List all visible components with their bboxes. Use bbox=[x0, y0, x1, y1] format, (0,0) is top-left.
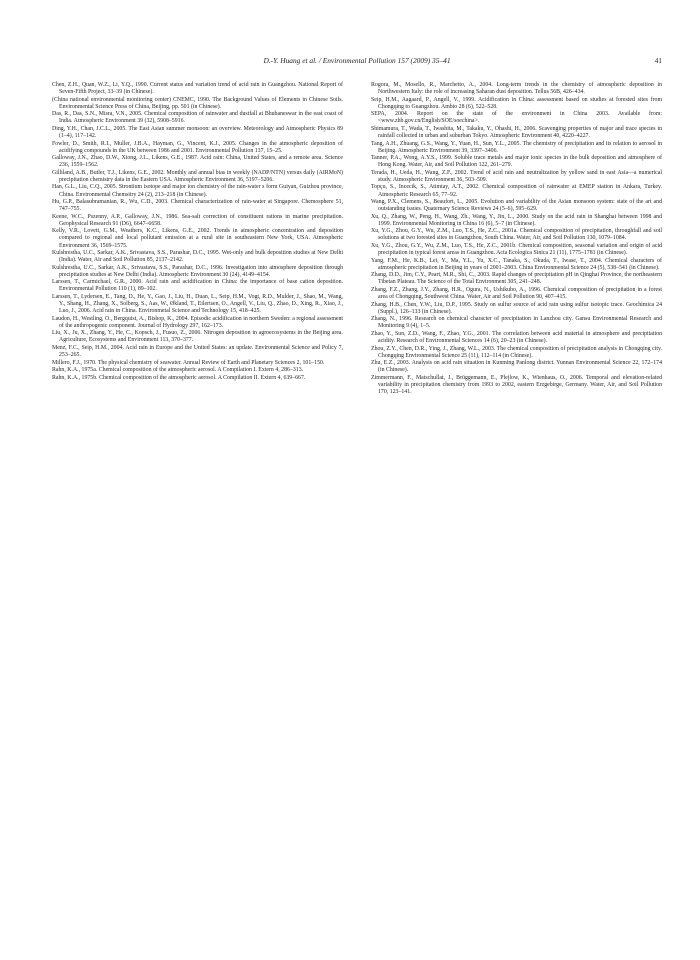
reference-item: Das, R., Das, S.N., Misra, V.N., 2005. Chemical composition of rainwater and dustfall at Bhubaneswar in the east coast of India. Atmospheric Environment 39 (32), 5908–5916. bbox=[52, 111, 343, 125]
reference-item: Zhang, F.Z., Zhang, J.Y., Zhang, H.R., Ogura, N., Ushikubo, A., 1996. Chemical composition of precipitation in a forest area of Chongqing, Southwest China. Water, Air and Soil Pollution 90, 407–415. bbox=[371, 286, 662, 301]
reference-column-right bbox=[371, 82, 662, 397]
journal-citation: D.-Y. Huang et al. / Environmental Pollution 157 (2009) 35–41 bbox=[263, 56, 451, 65]
reference-item: Tang, A.H., Zhuang, G.S., Wang, Y., Yuan, H., Sun, Y.L., 2005. The chemistry of precipitation and its relation to aerosol in Beijing. Atmospheric Environment 39, 3397–3406. bbox=[371, 140, 662, 154]
reference-item: Zhang, D.D., Jim, C.Y., Peart, M.R., Shi, C., 2003. Rapid changes of precipitation pH in Qinghai Province, the northeastern Tibetan Plateau. The Science of the Total Environment 305, 241–248. bbox=[371, 272, 662, 286]
reference-item-with-link[interactable]: SEPA, 2004. Report on the state of the environment in China 2003. Available from: <www.zhb.gov.cn/English/SOE/soechina>. bbox=[371, 111, 662, 125]
reference-item: Ding, Y.H., Chan, J.C.L., 2005. The East Asian summer monsoon: an overview. Meteorology and Atmospheric Physics 89 (1–4), 117–142. bbox=[52, 125, 343, 139]
reference-item: Galloway, J.N., Zhao, D.W., Xiong, J.L., Likens, G.E., 1987. Acid rain: China, United States, and a remote area. Science 236, 1559–1562. bbox=[52, 155, 343, 169]
reference-item: Tanner, P.A., Wong, A.Y.S., 1999. Soluble trace metals and major ionic species in the bulk deposition and atmosphere of Hong Kong. Water, Air, and Soil Pollution 122, 261–279. bbox=[371, 155, 662, 169]
reference-item: Kelly, V.R., Lovett, G.M., Weathers, K.C., Likens, G.E., 2002. Trends in atmospheric concentration and deposition compared to regional and local pollutant emission at a rural site in southeastern New York, USA. Atmospheric Environment 36, 1569–1575. bbox=[52, 228, 343, 249]
reference-item: Gilliland, A.B., Butler, T.J., Likens, G.E., 2002. Monthly and annual bias in weekly (NADP/NTN) versus daily (AIRMoN) precipitation chemistry data in the Eastern USA. Atmospheric Environment 36, 5197–5206. bbox=[52, 169, 343, 183]
reference-item: Larssen, T., Lydersen, E., Tang, D., He, Y., Gao, J., Liu, H., Duan, L., Seip, H.M., Vogt, R.D., Mulder, J., Shao, M., Wang, Y., Shang, H., Zhang, X., Solberg, S., Aas, W., Økland, T., Eilertsen, O., Angell, V., Liu, Q., Zhao, D., Xing, R., Xiao, J., Luo, J., 2006. Acid rain in China. Environmetal Science and Technology 15, 418–425. bbox=[52, 294, 343, 315]
reference-item: Hu, G.P., Balasubramanian, R., Wu, C.D., 2003. Chemical characterization of rain-water at Singapore. Chemosphere 51, 747–755. bbox=[52, 199, 343, 213]
reference-item: Han, G.L., Liu, C.Q., 2005. Strontium isotope and major ion chemistry of the rain-water s form Guiyan, Guizhou province, China. Environmental Chemsitry 24 (2), 213–218 (in Chinese). bbox=[52, 184, 343, 198]
reference-column-left bbox=[52, 82, 343, 382]
reference-item: Fowler, D., Smith, R.I., Muller, J.B.A., Hayman, G., Vincent, K.J., 2005. Changes in the atmospheric deposition of acidifying compounds in the UK between 1986 and 2001. Environmental Pollution 137, 15–25. bbox=[52, 140, 343, 154]
reference-item: Zhang, H.B., Chen, Y.W., Liu, D.P., 1995. Study on sulfur source of acid rain using sulfur isotopic trace. Geochimica 24 (Suppl.), 126–133 (in Chinese). bbox=[371, 301, 662, 315]
reference-item: Zhu, E.Z., 2003. Analysis on acid rain situation in Kunming Panlong district. Yunnan Environmental Science 22, 172–174 (in Chinese). bbox=[371, 360, 662, 374]
reference-item: Rahn, K.A., 1975a. Chemical composition of the atmospheric aerosol. A Compilation I. Extern 4, 286–313. bbox=[52, 367, 304, 374]
reference-item: Larssen, T., Carmichael, G.R., 2000. Acid rain and acidification in China: the importance of base cation deposition. Environmental Pollution 110 (1), 89–102. bbox=[52, 279, 343, 293]
reference-item: Rogora, M., Mosello, R., Marchetto, A., 2004. Long-term trends in the chemistry of atmospheric deposition in Northwestern Italy: the role of increasing Saharan dust deposition. Tellus 56B, 426–434. bbox=[371, 82, 662, 96]
reference-item: Xu, Y.G., Zhou, G.Y., Wu, Z.M., Luo, T.S., He, Z.C., 2001a. Chemical composition of precipitation, throughfall and soil solutions at two forested sites in Guangzhou, South China. Water, Air, and Soil Pollution 130, 1079–1084. bbox=[371, 228, 662, 242]
reference-item: Liu, X., Ju, X., Zhang, Y., He, C., Kopsch, J., Fusuo, Z., 2006. Nitrogen deposition in agroecosystems in the Beijing area. Agriculture, Ecosystems and Environment 113, 370–377. bbox=[52, 330, 343, 344]
reference-item: Kulshrestha, U.C., Sarkar, A.K., Srivastava, S.S., Parashar, D.C., 1995. Wet-only and bulk deposition studies at New Delhi (India). Water, Air and Soil Pollution 85, 2137–2142. bbox=[52, 250, 343, 264]
reference-item: Zhang, N., 1996. Research on chemical character of precipitation in Lanzhou city. Gansu Environmental Research and Monitoring 9 (4), 1–5. bbox=[371, 316, 662, 330]
running-header bbox=[52, 56, 662, 70]
reference-item: Zimmermann, F., Matschullat, J., Brüggemann, E., Plejlow, K., Wienhaus, O., 2006. Temporal and elevation-related variability in precipitation chemistry from 1993 to 2002, eastern Erzgebirge, Germany. Water, Air, and Soil Pollution 170, 123–141. bbox=[371, 374, 662, 395]
reference-item: Keene, W.C., Pszenny, A.P., Galloway, J.N., 1986. Sea-salt correction of constituent rations in marine precipitation. Geophysical Research 91 (D6), 6647–6658. bbox=[52, 213, 343, 227]
reference-item: Kulshrestha, U.C., Sarkar, A.K., Srivastava, S.S., Parashar, D.C., 1996. Investigation into atmosphere deposition through precipitation studies at New Delhi (India). Atmospheric Environment 30 (24), 4149–4154. bbox=[52, 264, 343, 278]
reference-item: Seip, H.M., Aagaard, P., Angell, V., 1999. Acidification in China: assessment based on studies at forested sites from Chongqing to Guangzhou. Ambio 28 (6), 522–528. bbox=[371, 96, 662, 110]
reference-item: Millero, F.J., 1970. The physical chemistry of seawater. Annual Review of Earth and Planetary Sciences 2, 101–150. bbox=[52, 359, 325, 366]
reference-item: (China national environmental monitoring center) CNEMC, 1990. The Background Values of Elements in Chinese Soils. Environmental Science Press of China, Beijing, pp. 501 (in Chinese). bbox=[52, 96, 343, 110]
reference-item: Zhao, Y., Sun, Z.D., Wang, F., Zhao, Y.G., 2001. The correlation between acid material in atmosphere and precipitation acidity. Research of Environmental Sciences 14 (6), 20–23 (in Chinese). bbox=[371, 330, 662, 344]
reference-item: Shimamura, T., Wada, T., Iwashita, M., Takaku, Y., Ohashi, H., 2006. Scavenging properties of major and trace species in rainfall collected in urban and suburban Tokyo. Atmospheric Environment 40, 4220–4227. bbox=[371, 125, 662, 139]
reference-item: Xu, Q., Zhang, W., Peng, H., Wang, Zh., Wang, Y., Jin, L., 2000. Study on the acid rain in Shanghai between 1998 and 1999. Environmental Monitoring in China 16 (6), 5–7 (in Chinese). bbox=[371, 213, 662, 227]
reference-item: Zhou, Z.Y., Chen, D.R., Ying, J., Zhang, W.L., 2003. The chemical composition of precipitation analysis in Chongqing city. Chongqing Environmental Science 25 (11), 112–114 (in Chinese). bbox=[371, 345, 662, 359]
reference-item: Wang, P.X., Clemens, S., Beaufort, L., 2005. Evolution and variability of the Asian monsoon system: state of the art and outstanding issues. Quaternary Science Reviews 24 (5–6), 595–629. bbox=[371, 199, 662, 213]
reference-item: Topçu, S., Incecik, S., Atimtay, A.T., 2002. Chemical composition of rainwater at EMEP station in Ankara, Turkey. Atmospheric Research 65, 77–92. bbox=[371, 184, 662, 198]
reference-item: Yang, F.M., He, K.B., Lei, Y., Ma, Y.L., Yu, X.C., Tanaka, S., Okuda, T., Iwase, T., 2004. Chemical characters of atmospheric precipitation in Beijing in years of 2001–2003. China Environmental Science 24 (5), 538–541 (in Chinese). bbox=[371, 257, 662, 271]
reference-item: Chen, Z.H., Quan, W.Z., Li, Y.Q., 1990. Current status and variation trend of acid rain in Guangzhou. National Report of Seven-Fifth Project, 33–39 (in Chinese). bbox=[52, 82, 343, 96]
reference-item: Terada, H., Ueda, H., Wang, Z.F., 2002. Trend of acid rain and neutralization by yellow sand in east Asia—a numerical study. Atmospheric Environment 36, 503–509. bbox=[371, 169, 662, 183]
reference-item: Laudon, H., Westling, O., Bergquist, A., Bishop, K., 2004. Episodic acidification in northern Sweden: a regional assessment of the anthropogenic component. Journal of Hydrology 297, 162–173. bbox=[52, 315, 343, 329]
reference-item: Xu, Y.G., Zhou, G.Y., Wu, Z.M., Luo, T.S., He, Z.C., 2001b. Chemical composition, seasonal variation and origin of acid precipitation in typical forest areas in Guangzhou. Acta Ecologica Sinica 21 (11), 1775–1781 (in Chinese). bbox=[371, 243, 662, 257]
reference-item: Menz, F.C., Seip, H.M., 2004. Acid rain in Europe and the United States: an update. Environmental Science and Policy 7, 253–265. bbox=[52, 344, 343, 359]
page-number: 41 bbox=[654, 56, 662, 65]
reference-item: Rahn, K.A., 1975b. Chemical composition of the atmospheric aerosol. A Compilation II. Extern 4, 639–667. bbox=[52, 374, 306, 381]
